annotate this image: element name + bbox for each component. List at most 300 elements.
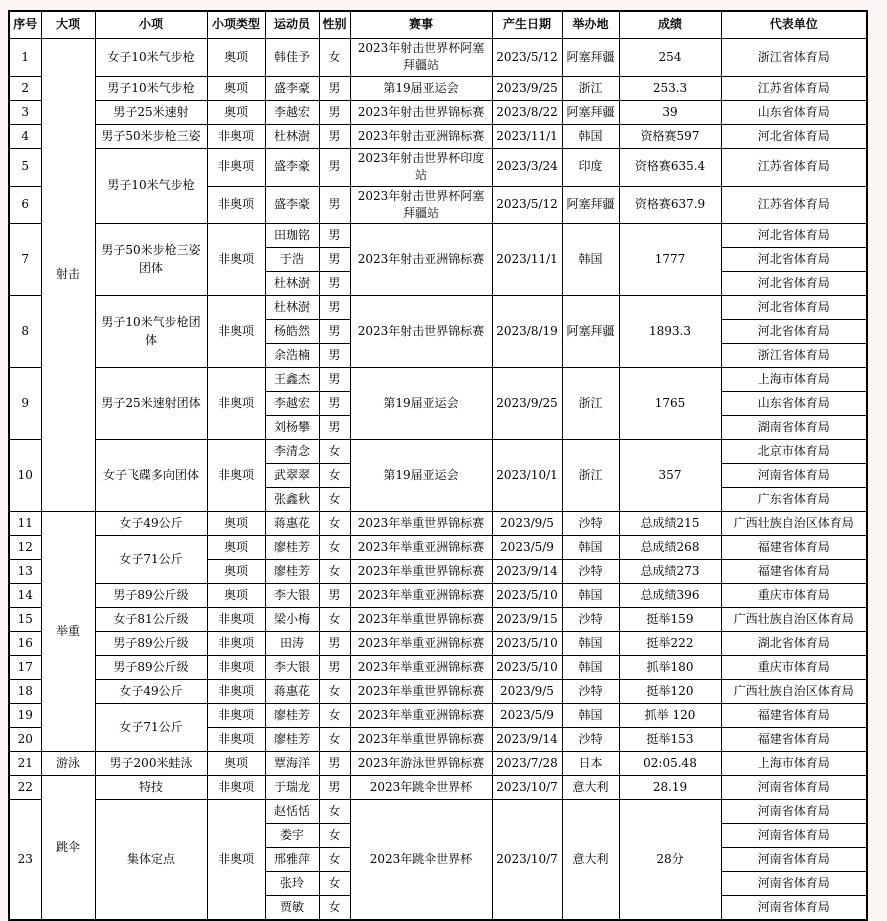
cell-event: 2023年射击世界锦标赛 <box>350 100 492 124</box>
table-body <box>9 39 867 921</box>
cell-venue: 沙特 <box>562 512 619 536</box>
cell-unit: 重庆市体育局 <box>721 584 867 608</box>
cell-gender: 女 <box>319 728 350 752</box>
cell-unit: 广东省体育局 <box>721 488 867 512</box>
cell-gender: 男 <box>319 320 350 344</box>
column-header-1: 序号 <box>9 11 41 39</box>
cell-unit: 浙江省体育局 <box>721 39 867 77</box>
cell-no: 15 <box>9 608 41 632</box>
column-header-6: 性别 <box>319 11 350 39</box>
cell-athlete: 杜林澍 <box>265 124 319 148</box>
cell-venue: 阿塞拜疆 <box>562 100 619 124</box>
cell-event: 2023年举重世界锦标赛 <box>350 728 492 752</box>
cell-date: 2023/9/25 <box>492 368 562 440</box>
table-row <box>9 440 867 464</box>
cell-item-type: 奥项 <box>207 752 265 776</box>
cell-venue: 浙江 <box>562 440 619 512</box>
cell-venue: 意大利 <box>562 800 619 921</box>
cell-result: 1765 <box>619 368 721 440</box>
cell-result: 28.19 <box>619 776 721 800</box>
cell-event: 2023年跳伞世界杯 <box>350 800 492 921</box>
cell-gender: 女 <box>319 872 350 896</box>
cell-athlete: 娄宇 <box>265 824 319 848</box>
cell-event: 2023年举重亚洲锦标赛 <box>350 536 492 560</box>
cell-item: 特技 <box>95 776 207 800</box>
table-row <box>9 776 867 800</box>
cell-venue: 韩国 <box>562 224 619 296</box>
cell-unit: 山东省体育局 <box>721 392 867 416</box>
cell-gender: 女 <box>319 512 350 536</box>
cell-date: 2023/5/9 <box>492 704 562 728</box>
cell-date: 2023/7/28 <box>492 752 562 776</box>
cell-item-type: 非奥项 <box>207 440 265 512</box>
cell-event: 2023年举重世界锦标赛 <box>350 560 492 584</box>
cell-item: 男子50米步枪三姿 <box>95 124 207 148</box>
column-header-9: 举办地 <box>562 11 619 39</box>
cell-item: 女子10米气步枪 <box>95 39 207 77</box>
cell-gender: 男 <box>319 632 350 656</box>
cell-unit: 河北省体育局 <box>721 272 867 296</box>
cell-result: 资格赛637.9 <box>619 186 721 224</box>
cell-result: 1893.3 <box>619 296 721 368</box>
cell-no: 9 <box>9 368 41 440</box>
cell-date: 2023/11/1 <box>492 124 562 148</box>
cell-athlete: 王鑫杰 <box>265 368 319 392</box>
cell-item: 女子49公斤 <box>95 680 207 704</box>
cell-event: 2023年射击亚洲锦标赛 <box>350 124 492 148</box>
cell-item-type: 非奥项 <box>207 224 265 296</box>
cell-date: 2023/5/12 <box>492 186 562 224</box>
cell-date: 2023/9/5 <box>492 680 562 704</box>
cell-item: 男子25米速射团体 <box>95 368 207 440</box>
cell-unit: 河南省体育局 <box>721 800 867 824</box>
cell-result: 挺举120 <box>619 680 721 704</box>
header-row <box>9 11 867 39</box>
cell-gender: 男 <box>319 392 350 416</box>
cell-venue: 韩国 <box>562 632 619 656</box>
cell-athlete: 盛李豪 <box>265 186 319 224</box>
cell-gender: 男 <box>319 148 350 186</box>
cell-unit: 福建省体育局 <box>721 704 867 728</box>
cell-item-type: 非奥项 <box>207 776 265 800</box>
cell-date: 2023/5/12 <box>492 39 562 77</box>
cell-gender: 女 <box>319 680 350 704</box>
cell-result: 资格赛597 <box>619 124 721 148</box>
cell-event: 2023年举重亚洲锦标赛 <box>350 584 492 608</box>
cell-venue: 日本 <box>562 752 619 776</box>
cell-gender: 女 <box>319 704 350 728</box>
cell-venue: 印度 <box>562 148 619 186</box>
cell-venue: 韩国 <box>562 124 619 148</box>
cell-unit: 河北省体育局 <box>721 320 867 344</box>
column-header-4: 小项类型 <box>207 11 265 39</box>
table-row <box>9 704 867 728</box>
cell-item-type: 奥项 <box>207 584 265 608</box>
cell-athlete: 田涛 <box>265 632 319 656</box>
cell-item-type: 非奥项 <box>207 632 265 656</box>
cell-event: 2023年举重世界锦标赛 <box>350 608 492 632</box>
cell-athlete: 于浩 <box>265 248 319 272</box>
cell-date: 2023/5/10 <box>492 632 562 656</box>
cell-event: 2023年举重亚洲锦标赛 <box>350 704 492 728</box>
cell-gender: 女 <box>319 440 350 464</box>
cell-gender: 男 <box>319 186 350 224</box>
cell-unit: 广西壮族自治区体育局 <box>721 608 867 632</box>
cell-no: 22 <box>9 776 41 800</box>
cell-date: 2023/10/7 <box>492 800 562 921</box>
cell-item-type: 非奥项 <box>207 656 265 680</box>
cell-venue: 阿塞拜疆 <box>562 296 619 368</box>
cell-athlete: 韩佳予 <box>265 39 319 77</box>
cell-no: 6 <box>9 186 41 224</box>
cell-item-type: 非奥项 <box>207 704 265 728</box>
cell-event: 2023年射击世界锦标赛 <box>350 296 492 368</box>
cell-event: 2023年跳伞世界杯 <box>350 776 492 800</box>
cell-unit: 江苏省体育局 <box>721 148 867 186</box>
cell-unit: 福建省体育局 <box>721 536 867 560</box>
cell-item: 女子81公斤级 <box>95 608 207 632</box>
cell-result: 253.3 <box>619 76 721 100</box>
cell-athlete: 李越宏 <box>265 392 319 416</box>
cell-item-type: 奥项 <box>207 76 265 100</box>
cell-venue: 意大利 <box>562 776 619 800</box>
cell-gender: 男 <box>319 584 350 608</box>
cell-unit: 重庆市体育局 <box>721 656 867 680</box>
cell-no: 5 <box>9 148 41 186</box>
cell-item-type: 非奥项 <box>207 368 265 440</box>
table-row <box>9 76 867 100</box>
cell-unit: 河北省体育局 <box>721 296 867 320</box>
cell-result: 28分 <box>619 800 721 921</box>
cell-athlete: 于瑞龙 <box>265 776 319 800</box>
cell-unit: 湖北省体育局 <box>721 632 867 656</box>
cell-date: 2023/9/15 <box>492 608 562 632</box>
cell-no: 7 <box>9 224 41 296</box>
cell-venue: 韩国 <box>562 704 619 728</box>
cell-gender: 男 <box>319 344 350 368</box>
cell-event: 2023年射击世界杯阿塞拜疆站 <box>350 186 492 224</box>
cell-unit: 广西壮族自治区体育局 <box>721 512 867 536</box>
cell-unit: 河南省体育局 <box>721 896 867 921</box>
cell-result: 抓举 120 <box>619 704 721 728</box>
cell-gender: 女 <box>319 536 350 560</box>
cell-item: 女子飞碟多向团体 <box>95 440 207 512</box>
cell-athlete: 杨皓然 <box>265 320 319 344</box>
cell-gender: 女 <box>319 824 350 848</box>
cell-no: 20 <box>9 728 41 752</box>
cell-result: 抓举180 <box>619 656 721 680</box>
cell-no: 11 <box>9 512 41 536</box>
cell-gender: 女 <box>319 464 350 488</box>
cell-item-type: 奥项 <box>207 560 265 584</box>
cell-no: 14 <box>9 584 41 608</box>
table-row <box>9 148 867 186</box>
cell-athlete: 廖桂芳 <box>265 536 319 560</box>
table-row <box>9 39 867 77</box>
cell-date: 2023/9/14 <box>492 560 562 584</box>
cell-date: 2023/9/14 <box>492 728 562 752</box>
cell-athlete: 贾敏 <box>265 896 319 921</box>
cell-event: 2023年射击世界杯印度站 <box>350 148 492 186</box>
cell-gender: 男 <box>319 248 350 272</box>
table-row <box>9 680 867 704</box>
cell-date: 2023/11/1 <box>492 224 562 296</box>
cell-result: 254 <box>619 39 721 77</box>
cell-item-type: 非奥项 <box>207 728 265 752</box>
cell-gender: 女 <box>319 896 350 921</box>
cell-item: 男子200米蛙泳 <box>95 752 207 776</box>
column-header-11: 代表单位 <box>721 11 867 39</box>
cell-result: 总成绩268 <box>619 536 721 560</box>
cell-no: 16 <box>9 632 41 656</box>
cell-no: 3 <box>9 100 41 124</box>
table-row <box>9 608 867 632</box>
cell-venue: 沙特 <box>562 728 619 752</box>
table-row <box>9 800 867 824</box>
cell-sport: 游泳 <box>41 752 95 776</box>
table-row <box>9 512 867 536</box>
cell-athlete: 杜林澍 <box>265 272 319 296</box>
cell-unit: 江苏省体育局 <box>721 186 867 224</box>
cell-gender: 男 <box>319 76 350 100</box>
cell-no: 4 <box>9 124 41 148</box>
cell-unit: 上海市体育局 <box>721 752 867 776</box>
cell-no: 8 <box>9 296 41 368</box>
table-row <box>9 752 867 776</box>
cell-item: 男子50米步枪三姿团体 <box>95 224 207 296</box>
cell-venue: 阿塞拜疆 <box>562 186 619 224</box>
column-header-7: 赛事 <box>350 11 492 39</box>
cell-gender: 女 <box>319 560 350 584</box>
cell-gender: 女 <box>319 848 350 872</box>
cell-date: 2023/5/10 <box>492 656 562 680</box>
cell-unit: 山东省体育局 <box>721 100 867 124</box>
cell-date: 2023/10/1 <box>492 440 562 512</box>
cell-no: 10 <box>9 440 41 512</box>
cell-gender: 男 <box>319 124 350 148</box>
cell-date: 2023/10/7 <box>492 776 562 800</box>
cell-gender: 男 <box>319 272 350 296</box>
cell-venue: 阿塞拜疆 <box>562 39 619 77</box>
cell-unit: 广西壮族自治区体育局 <box>721 680 867 704</box>
cell-athlete: 盛李豪 <box>265 76 319 100</box>
cell-athlete: 田珈铭 <box>265 224 319 248</box>
cell-gender: 男 <box>319 752 350 776</box>
table-row <box>9 100 867 124</box>
cell-gender: 女 <box>319 488 350 512</box>
cell-unit: 河南省体育局 <box>721 848 867 872</box>
cell-event: 2023年射击世界杯阿塞拜疆站 <box>350 39 492 77</box>
cell-item: 男子89公斤级 <box>95 656 207 680</box>
table-row <box>9 536 867 560</box>
cell-athlete: 李大银 <box>265 584 319 608</box>
cell-no: 1 <box>9 39 41 77</box>
cell-athlete: 李越宏 <box>265 100 319 124</box>
cell-venue: 韩国 <box>562 584 619 608</box>
cell-item-type: 非奥项 <box>207 124 265 148</box>
cell-item: 男子10米气步枪 <box>95 148 207 224</box>
cell-unit: 福建省体育局 <box>721 728 867 752</box>
cell-date: 2023/5/9 <box>492 536 562 560</box>
table-row <box>9 584 867 608</box>
cell-result: 357 <box>619 440 721 512</box>
cell-event: 第19届亚运会 <box>350 76 492 100</box>
cell-sport: 跳伞 <box>41 776 95 921</box>
cell-date: 2023/9/25 <box>492 76 562 100</box>
cell-event: 2023年射击亚洲锦标赛 <box>350 224 492 296</box>
cell-result: 总成绩273 <box>619 560 721 584</box>
table-row <box>9 632 867 656</box>
cell-gender: 男 <box>319 776 350 800</box>
cell-athlete: 张玲 <box>265 872 319 896</box>
cell-date: 2023/8/19 <box>492 296 562 368</box>
cell-item-type: 非奥项 <box>207 680 265 704</box>
table-row <box>9 296 867 320</box>
table-row <box>9 124 867 148</box>
cell-no: 12 <box>9 536 41 560</box>
cell-athlete: 廖桂芳 <box>265 704 319 728</box>
cell-unit: 河南省体育局 <box>721 824 867 848</box>
table-row <box>9 224 867 248</box>
cell-unit: 湖南省体育局 <box>721 416 867 440</box>
cell-event: 2023年举重亚洲锦标赛 <box>350 632 492 656</box>
cell-event: 第19届亚运会 <box>350 440 492 512</box>
cell-athlete: 覃海洋 <box>265 752 319 776</box>
cell-athlete: 余浩楠 <box>265 344 319 368</box>
cell-unit: 北京市体育局 <box>721 440 867 464</box>
cell-athlete: 梁小梅 <box>265 608 319 632</box>
cell-unit: 上海市体育局 <box>721 368 867 392</box>
cell-result: 总成绩396 <box>619 584 721 608</box>
table-row <box>9 368 867 392</box>
cell-unit: 河北省体育局 <box>721 248 867 272</box>
table-row <box>9 656 867 680</box>
column-header-5: 运动员 <box>265 11 319 39</box>
cell-venue: 沙特 <box>562 608 619 632</box>
column-header-2: 大项 <box>41 11 95 39</box>
cell-athlete: 张鑫秋 <box>265 488 319 512</box>
cell-athlete: 李清念 <box>265 440 319 464</box>
cell-unit: 河北省体育局 <box>721 124 867 148</box>
cell-date: 2023/8/22 <box>492 100 562 124</box>
cell-result: 02:05.48 <box>619 752 721 776</box>
cell-item-type: 奥项 <box>207 100 265 124</box>
cell-event: 2023年举重世界锦标赛 <box>350 512 492 536</box>
column-header-3: 小项 <box>95 11 207 39</box>
cell-unit: 河北省体育局 <box>721 224 867 248</box>
cell-result: 挺举159 <box>619 608 721 632</box>
cell-venue: 沙特 <box>562 560 619 584</box>
cell-athlete: 蒋惠花 <box>265 512 319 536</box>
cell-venue: 韩国 <box>562 536 619 560</box>
cell-item-type: 奥项 <box>207 512 265 536</box>
cell-venue: 浙江 <box>562 368 619 440</box>
cell-item: 女子49公斤 <box>95 512 207 536</box>
cell-unit: 河南省体育局 <box>721 872 867 896</box>
cell-date: 2023/9/5 <box>492 512 562 536</box>
table-header <box>9 11 867 39</box>
cell-event: 2023年举重亚洲锦标赛 <box>350 656 492 680</box>
cell-item-type: 非奥项 <box>207 800 265 921</box>
cell-item: 男子25米速射 <box>95 100 207 124</box>
column-header-8: 产生日期 <box>492 11 562 39</box>
cell-no: 19 <box>9 704 41 728</box>
cell-result: 挺举222 <box>619 632 721 656</box>
cell-no: 21 <box>9 752 41 776</box>
cell-athlete: 武翠翠 <box>265 464 319 488</box>
cell-venue: 浙江 <box>562 76 619 100</box>
cell-result: 资格赛635.4 <box>619 148 721 186</box>
cell-event: 第19届亚运会 <box>350 368 492 440</box>
cell-item-type: 非奥项 <box>207 186 265 224</box>
cell-item: 集体定点 <box>95 800 207 921</box>
cell-result: 39 <box>619 100 721 124</box>
cell-unit: 河南省体育局 <box>721 464 867 488</box>
cell-athlete: 廖桂芳 <box>265 728 319 752</box>
cell-no: 18 <box>9 680 41 704</box>
cell-item-type: 奥项 <box>207 39 265 77</box>
cell-no: 23 <box>9 800 41 921</box>
cell-athlete: 杜林澍 <box>265 296 319 320</box>
cell-item: 男子89公斤级 <box>95 632 207 656</box>
cell-gender: 女 <box>319 608 350 632</box>
cell-no: 13 <box>9 560 41 584</box>
cell-gender: 女 <box>319 39 350 77</box>
cell-item: 女子71公斤 <box>95 704 207 752</box>
cell-unit: 江苏省体育局 <box>721 76 867 100</box>
cell-gender: 男 <box>319 656 350 680</box>
cell-item: 女子71公斤 <box>95 536 207 584</box>
cell-item: 男子89公斤级 <box>95 584 207 608</box>
cell-gender: 女 <box>319 800 350 824</box>
cell-date: 2023/5/10 <box>492 584 562 608</box>
cell-sport: 射击 <box>41 39 95 512</box>
cell-unit: 浙江省体育局 <box>721 344 867 368</box>
cell-item-type: 奥项 <box>207 536 265 560</box>
cell-item-type: 非奥项 <box>207 296 265 368</box>
cell-result: 总成绩215 <box>619 512 721 536</box>
cell-item-type: 非奥项 <box>207 148 265 186</box>
records-table <box>8 10 868 921</box>
cell-athlete: 邢雅萍 <box>265 848 319 872</box>
column-header-10: 成绩 <box>619 11 721 39</box>
cell-no: 17 <box>9 656 41 680</box>
cell-athlete: 蒋惠花 <box>265 680 319 704</box>
cell-result: 1777 <box>619 224 721 296</box>
cell-gender: 男 <box>319 368 350 392</box>
cell-gender: 男 <box>319 100 350 124</box>
cell-venue: 韩国 <box>562 656 619 680</box>
cell-event: 2023年游泳世界锦标赛 <box>350 752 492 776</box>
cell-item-type: 非奥项 <box>207 608 265 632</box>
cell-unit: 福建省体育局 <box>721 560 867 584</box>
cell-athlete: 李大银 <box>265 656 319 680</box>
cell-gender: 男 <box>319 224 350 248</box>
cell-venue: 沙特 <box>562 680 619 704</box>
cell-unit: 河南省体育局 <box>721 776 867 800</box>
cell-item: 男子10米气步枪团体 <box>95 296 207 368</box>
cell-athlete: 刘杨攀 <box>265 416 319 440</box>
cell-no: 2 <box>9 76 41 100</box>
cell-gender: 男 <box>319 296 350 320</box>
cell-result: 挺举153 <box>619 728 721 752</box>
cell-date: 2023/3/24 <box>492 148 562 186</box>
cell-item: 男子10米气步枪 <box>95 76 207 100</box>
cell-gender: 男 <box>319 416 350 440</box>
cell-athlete: 盛李豪 <box>265 148 319 186</box>
cell-event: 2023年举重世界锦标赛 <box>350 680 492 704</box>
cell-athlete: 廖桂芳 <box>265 560 319 584</box>
